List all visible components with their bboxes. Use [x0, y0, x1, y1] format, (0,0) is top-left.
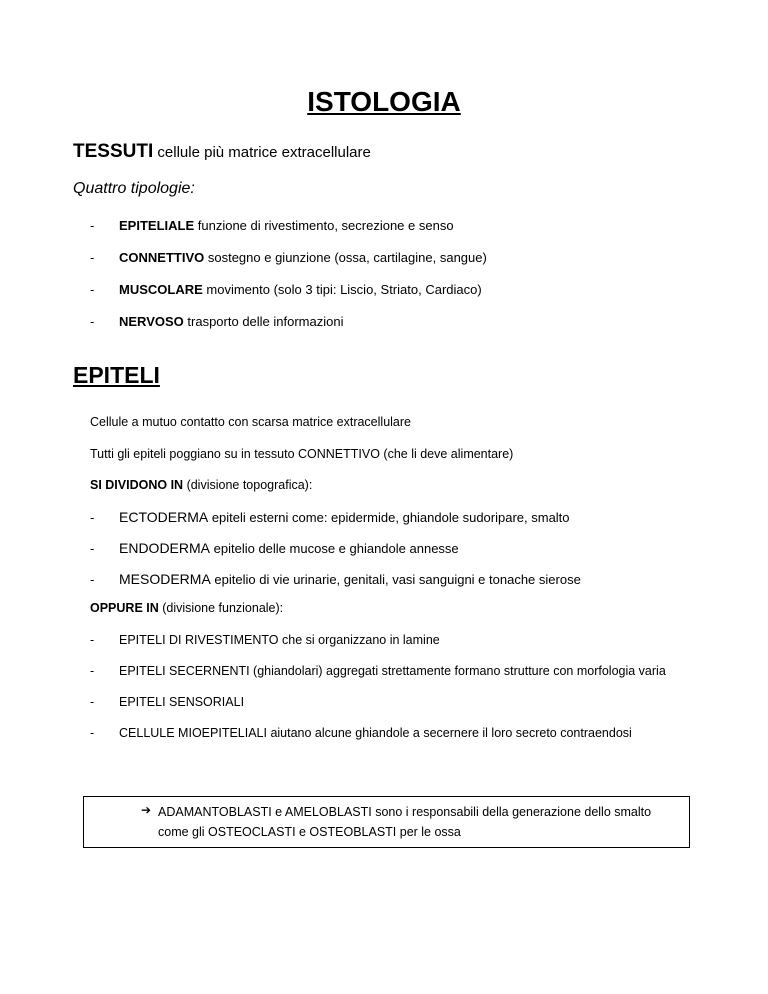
list-bullet: - — [90, 314, 95, 329]
item-desc: funzione di rivestimento, secrezione e senso — [197, 218, 454, 233]
list-item — [90, 540, 459, 556]
item-name: CONNETTIVO — [119, 250, 205, 265]
list-item — [90, 571, 581, 587]
list-bullet: - — [90, 695, 95, 709]
item-desc: trasporto delle informazioni — [187, 314, 344, 329]
list-item — [90, 726, 632, 740]
item-text: CELLULE MIOEPITELIALI aiutano alcune ghiandole a secernere il loro secreto contraendosi — [119, 726, 632, 740]
item-name: NERVOSO — [119, 314, 184, 329]
list-item — [90, 218, 454, 233]
item-desc: sostegno e giunzione (ossa, cartilagine, sangue) — [207, 250, 487, 265]
division-label: SI DIVIDONO IN — [90, 478, 184, 492]
list-bullet: - — [90, 572, 95, 587]
list-bullet: - — [90, 541, 95, 556]
epiteli-heading: EPITELI — [73, 362, 160, 388]
item-text: EPITELI DI RIVESTIMENTO che si organizzano in lamine — [119, 633, 440, 647]
list-item — [90, 664, 666, 678]
note-text: ADAMANTOBLASTI e AMELOBLASTI sono i responsabili della generazione dello smalto come gli OSTEOCLASTI e OSTEOBLASTI per le ossa — [158, 805, 652, 839]
list-item — [90, 282, 482, 297]
item-name: ECTODERMA — [119, 509, 209, 525]
list-bullet: - — [90, 282, 95, 297]
page-title: ISTOLOGIA — [307, 86, 461, 117]
item-name: EPITELIALE — [119, 218, 195, 233]
list-item — [90, 250, 487, 265]
list-item — [90, 695, 244, 709]
list-item — [90, 314, 343, 329]
list-item — [90, 633, 440, 647]
item-name: MESODERMA — [119, 571, 211, 587]
division-topografica-label — [90, 478, 312, 492]
paragraph: Cellule a mutuo contatto con scarsa matrice extracellulare — [90, 415, 411, 429]
tessuti-definition — [73, 141, 371, 163]
item-desc: epitelio delle mucose e ghiandole annesse — [213, 541, 459, 556]
tipologie-label: Quattro tipologie: — [73, 180, 195, 197]
list-item — [90, 509, 570, 525]
item-name: MUSCOLARE — [119, 282, 203, 297]
division-text: (divisione topografica): — [186, 478, 313, 492]
list-bullet: - — [90, 510, 95, 525]
item-text: EPITELI SENSORIALI — [119, 695, 245, 709]
paragraph: Tutti gli epiteli poggiano su in tessuto CONNETTIVO (che li deve alimentare) — [90, 447, 514, 461]
list-bullet: - — [90, 250, 95, 265]
division-funzionale-label — [90, 601, 283, 615]
item-desc: epiteli esterni come: epidermide, ghiandole sudoripare, smalto — [211, 510, 570, 525]
division-label: OPPURE IN — [90, 601, 159, 615]
item-desc: epitelio di vie urinarie, genitali, vasi sanguigni e tonache sierose — [214, 572, 581, 587]
list-bullet: - — [90, 633, 95, 647]
list-bullet: - — [90, 218, 95, 233]
list-bullet: - — [90, 726, 95, 740]
arrow-icon: ➔ — [141, 803, 152, 817]
division-text: (divisione funzionale): — [162, 601, 284, 615]
item-text: EPITELI SECERNENTI (ghiandolari) aggregati strettamente formano strutture con morfologia varia — [119, 664, 666, 678]
list-bullet: - — [90, 664, 95, 678]
tessuti-heading: TESSUTI — [73, 141, 154, 162]
tessuti-text: cellule più matrice extracellulare — [157, 144, 371, 161]
item-desc: movimento (solo 3 tipi: Liscio, Striato, Cardiaco) — [206, 282, 482, 297]
item-name: ENDODERMA — [119, 540, 211, 556]
note-box — [83, 796, 690, 848]
